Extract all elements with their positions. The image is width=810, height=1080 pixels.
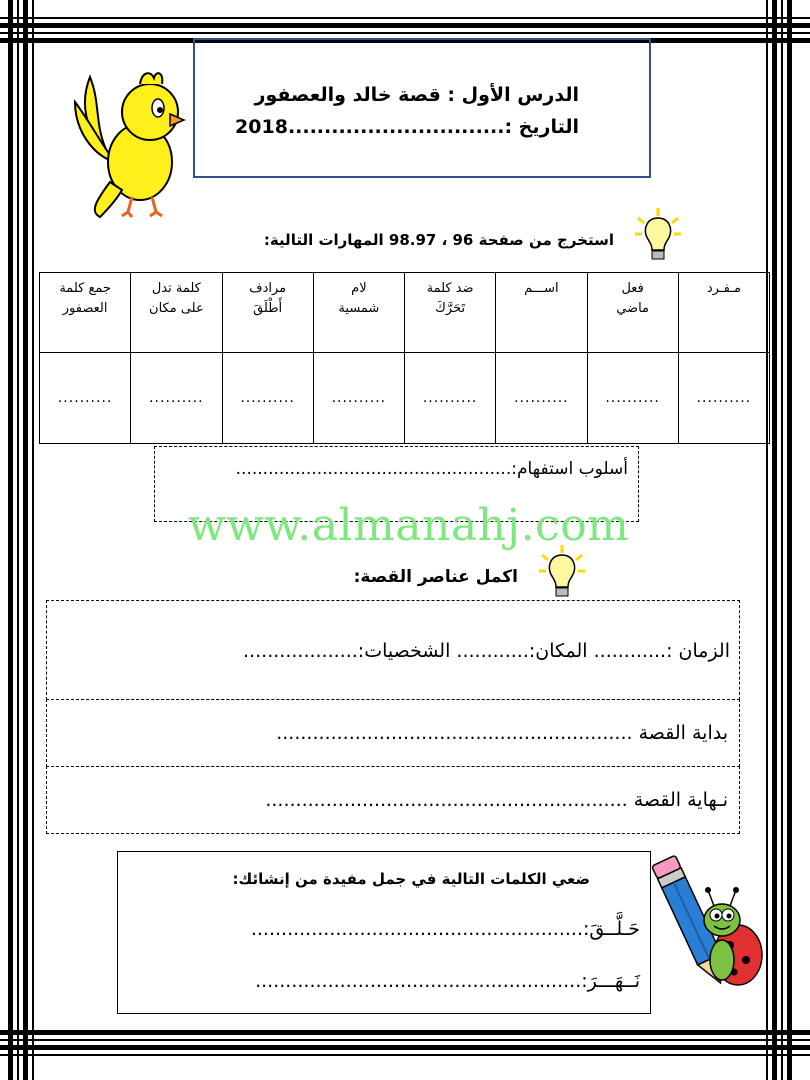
time-place-characters-field[interactable]: الزمان :............ المكان:............ الشخصيات:................... bbox=[243, 640, 730, 662]
answer-cell[interactable]: .......... bbox=[587, 353, 678, 444]
table-header-cell: اســـم bbox=[496, 273, 587, 353]
word-1-field[interactable]: حَـلَّــقَ:....................................................... bbox=[250, 918, 640, 940]
question-style-field: أسلوب استفهام:................................................... bbox=[235, 459, 628, 479]
answer-cell[interactable]: .......... bbox=[496, 353, 587, 444]
answer-cell[interactable]: .......... bbox=[313, 353, 404, 444]
instruction-extract: استخرج من صفحة 96 ، 98.97 المهارات التالية: bbox=[263, 231, 614, 249]
answer-cell[interactable]: .......... bbox=[222, 353, 313, 444]
watermark: www.almanahj.com bbox=[188, 500, 630, 551]
table-header-cell: جمع كلمة العصفور bbox=[40, 273, 131, 353]
skills-table bbox=[39, 272, 770, 444]
instruction-elements: اكمل عناصر القصة: bbox=[353, 567, 518, 587]
answer-cell[interactable]: .......... bbox=[678, 353, 769, 444]
word-2-field[interactable]: نَــهَـــرَ:...................................................... bbox=[255, 970, 640, 992]
table-header-cell: لام شمسية bbox=[313, 273, 404, 353]
date-line: التاريخ :..............................2018 bbox=[235, 116, 579, 138]
answer-cell[interactable]: .......... bbox=[40, 353, 131, 444]
lesson-title: الدرس الأول : قصة خالد والعصفور bbox=[254, 84, 579, 106]
lesson-title-box bbox=[193, 38, 651, 178]
table-header-cell: فعل ماضي bbox=[587, 273, 678, 353]
lightbulb-icon bbox=[634, 206, 682, 254]
table-header-cell: مـفـرد bbox=[678, 273, 769, 353]
answer-cell[interactable]: .......... bbox=[405, 353, 496, 444]
table-header-cell: ضد كلمة تَحَرَّكَ bbox=[405, 273, 496, 353]
bird-illustration bbox=[70, 62, 190, 222]
story-beginning-field[interactable]: بداية القصة ........................................................... bbox=[276, 722, 728, 744]
lightbulb-icon bbox=[538, 543, 586, 591]
story-ending-field[interactable]: نـهاية القصة ............................................................ bbox=[265, 789, 728, 811]
table-header-cell: مرادف أَطْلَقَ bbox=[222, 273, 313, 353]
answer-cell[interactable]: .......... bbox=[131, 353, 222, 444]
sentences-box bbox=[117, 851, 651, 1014]
table-header-cell: كلمة تدل على مكان bbox=[131, 273, 222, 353]
pencil-ladybug-illustration bbox=[650, 850, 765, 1000]
sentences-instruction: ضعي الكلمات التالية في جمل مفيدة من إنشائك: bbox=[232, 870, 590, 888]
